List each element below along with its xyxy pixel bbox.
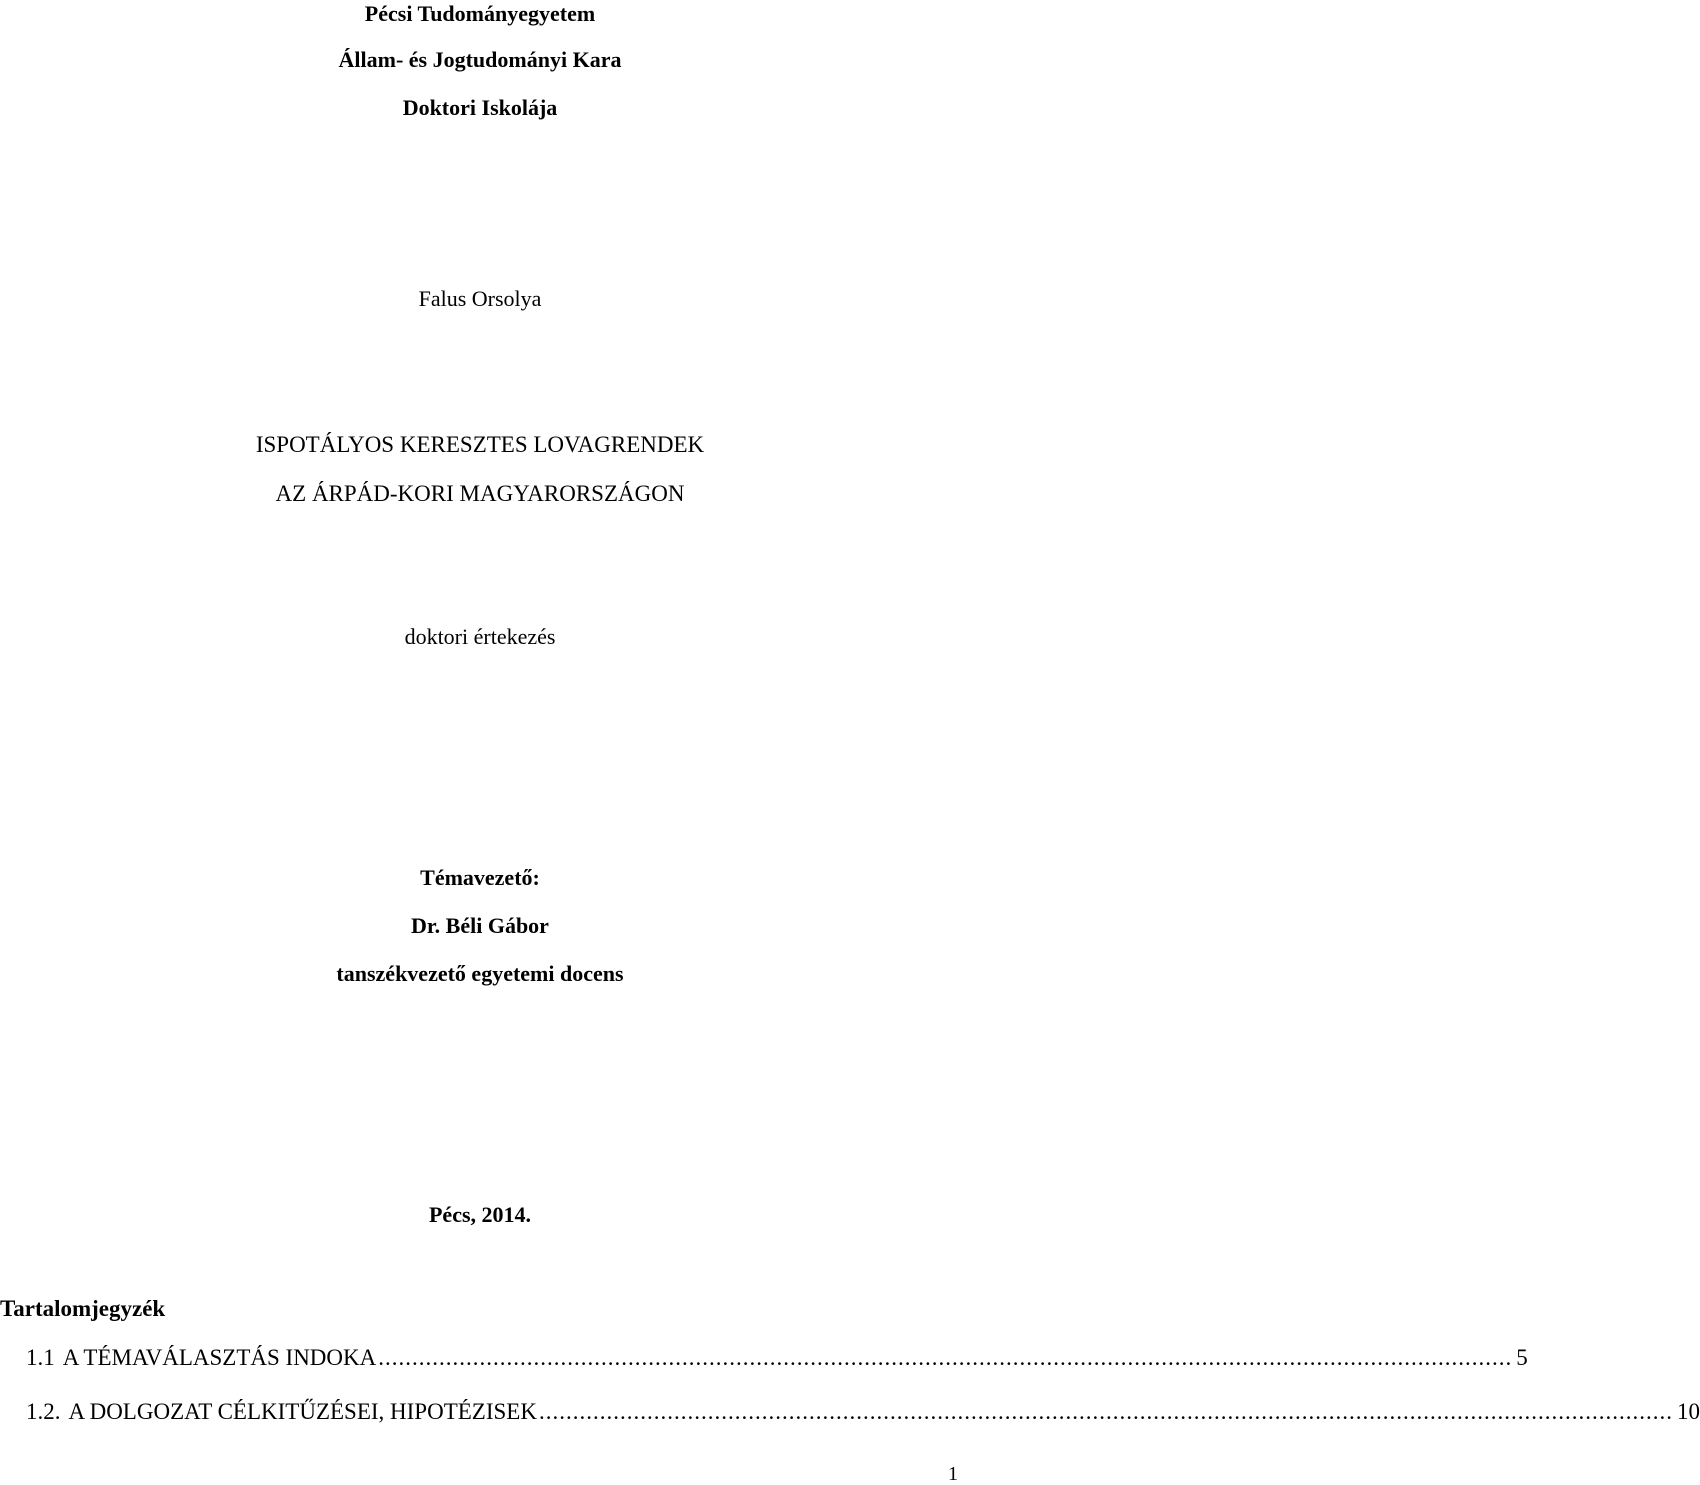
place-and-date: Pécs, 2014.: [428, 1202, 532, 1227]
toc-entry-number: 1.1: [26, 1345, 55, 1370]
toc-entry-title: A DOLGOZAT CÉLKITŰZÉSEI, HIPOTÉZISEK: [68, 1399, 537, 1424]
faculty-name: Állam- és Jogtudományi Kara: [338, 47, 622, 72]
toc-leader-dots: ........................................................................................................................................................................: [378, 1345, 1513, 1370]
toc-entry-page: 5: [1516, 1345, 1528, 1370]
author-name: Falus Orsolya: [418, 286, 542, 311]
thesis-title-line1: ISPOTÁLYOS KERESZTES LOVAGRENDEK: [255, 432, 705, 457]
advisor-position: tanszékvezető egyetemi docens: [336, 961, 624, 986]
advisor-name: Dr. Béli Gábor: [411, 913, 549, 938]
toc-entry[interactable]: [26, 1345, 1528, 1370]
toc-entry-page: 10: [1676, 1399, 1700, 1424]
university-name: Pécsi Tudományegyetem: [364, 1, 596, 26]
toc-leader-dots: ........................................................................................................................................................................: [538, 1399, 1673, 1424]
toc-entry-title: A TÉMAVÁLASZTÁS INDOKA: [62, 1345, 377, 1370]
advisor-label: Témavezető:: [420, 865, 540, 890]
doctoral-school-name: Doktori Iskolája: [402, 95, 558, 120]
toc-heading: Tartalomjegyzék: [0, 1296, 166, 1321]
page-number: 1: [948, 1463, 958, 1485]
document-type: doktori értekezés: [404, 624, 556, 649]
thesis-title-line2: AZ ÁRPÁD-KORI MAGYARORSZÁGON: [275, 481, 685, 506]
toc-entry-number: 1.2.: [26, 1399, 61, 1424]
toc-entry[interactable]: [26, 1399, 1700, 1424]
